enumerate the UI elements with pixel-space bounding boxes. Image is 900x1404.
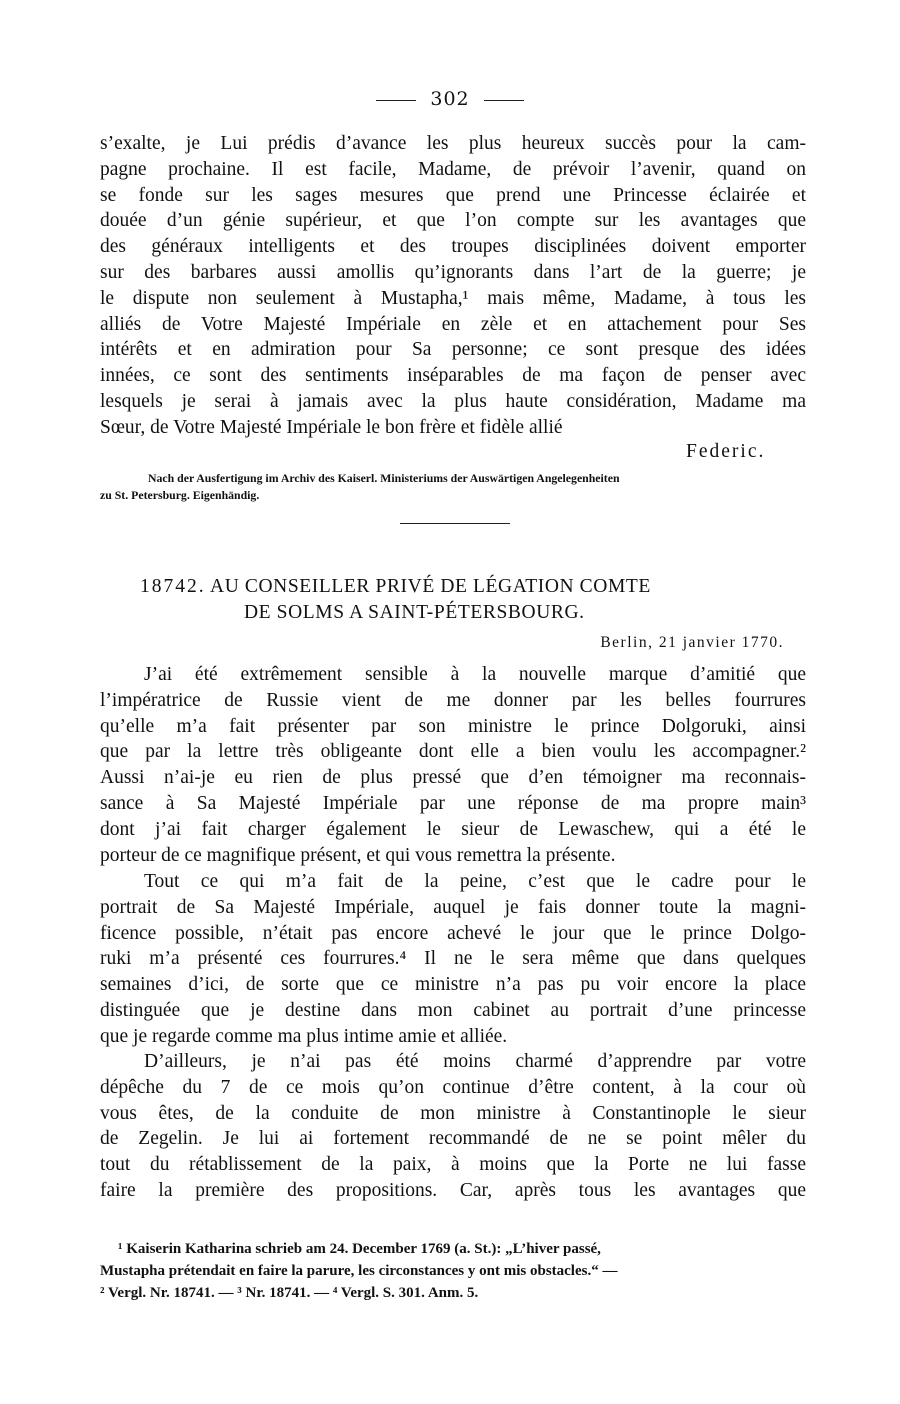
header-rule-right (484, 100, 524, 101)
letter2-paragraph-1 (100, 662, 806, 868)
footnote-line: Mustapha prétendait en faire la parure, les circonstances y ont mis obstacles.“ — (100, 1263, 618, 1279)
text-line: sur des barbares aussi amollis qu’ignorants dans l’art de la guerre; je (100, 261, 806, 283)
page-number-header (0, 88, 900, 110)
letter2-paragraph-3 (100, 1049, 806, 1204)
text-line: se fonde sur les sages mesures que prend une Princesse éclairée et (100, 184, 806, 206)
text-line: sance à Sa Majesté Impériale par une réponse de ma propre main³ (100, 792, 806, 814)
text-line: lesquels je serai à jamais avec la plus haute considération, Madame ma (100, 390, 806, 412)
signature: Federic. (686, 441, 766, 462)
text-line: des généraux intelligents et des troupes disciplinées doivent emporter (100, 236, 806, 258)
letter1-body (100, 131, 806, 441)
text-line: porteur de ce magnifique présent, et qui vous remettra la présente. (100, 844, 616, 866)
footnotes (100, 1238, 808, 1304)
text-line: l’impératrice de Russie vient de me donner par les belles fourrures (100, 689, 806, 711)
page-number: 302 (430, 88, 470, 110)
text-line: que je regarde comme ma plus intime amie et alliée. (100, 1025, 508, 1047)
text-line: ficence possible, n’était pas encore achevé le jour que le prince Dolgo- (100, 922, 806, 944)
section-divider (400, 523, 510, 524)
text-line: pagne prochaine. Il est facile, Madame, de prévoir l’avenir, quand on (100, 158, 806, 180)
text-line: vous êtes, de la conduite de mon ministre à Constantinople le sieur (100, 1102, 806, 1124)
letter2-heading-line2 (100, 602, 900, 624)
text-line: intérêts et en admiration pour Sa personne; ce sont presque des idées (100, 339, 806, 361)
text-line: faire la première des propositions. Car, après tous les avantages que (100, 1179, 806, 1201)
text-line: dépêche du 7 de ce mois qu’on continue d’être content, à la cour où (100, 1076, 806, 1098)
text-line: tout du rétablissement de la paix, à moins que la Porte ne lui fasse (100, 1154, 806, 1176)
letter-date: Berlin, 21 janvier 1770. (600, 634, 784, 651)
text-line: qu’elle m’a fait présenter par son ministre le prince Dolgoruki, ainsi (100, 715, 806, 737)
text-line: Sœur, de Votre Majesté Impériale le bon frère et fidèle allié (100, 416, 563, 438)
text-line: ruki m’a présenté ces fourrures.⁴ Il ne le sera même que dans quelques (100, 948, 806, 970)
header-rule-left (376, 100, 416, 101)
text-line: Tout ce qui m’a fait de la peine, c’est que le cadre pour le (144, 871, 806, 892)
text-line: s’exalte, je Lui prédis d’avance les plus heureux succès pour la cam- (100, 133, 806, 154)
text-line: J’ai été extrêmement sensible à la nouvelle marque d’amitié que (144, 664, 806, 685)
text-line: de Zegelin. Je lui ai fortement recommandé de ne se point mêler du (100, 1128, 806, 1150)
letter2-heading-line1 (100, 576, 846, 598)
letter-title: AU CONSEILLER PRIVÉ DE LÉGATION COMTE (210, 576, 651, 597)
text-line: douée d’un génie supérieur, et que l’on compte sur les avantages que (100, 210, 806, 232)
text-line: portrait de Sa Majesté Impériale, auquel je fais donner toute la magni- (100, 896, 806, 918)
footnote-line: ² Vergl. Nr. 18741. — ³ Nr. 18741. — ⁴ Vergl. S. 301. Anm. 5. (100, 1285, 479, 1301)
source-note (100, 470, 808, 504)
text-line: alliés de Votre Majesté Impériale en zèle et en attachement pour Ses (100, 313, 806, 335)
text-line: le dispute non seulement à Mustapha,¹ mais même, Madame, à tous les (100, 287, 806, 309)
source-note-line: Nach der Ausfertigung im Archiv des Kaiserl. Ministeriums der Auswärtigen Angelegenheiten (148, 471, 620, 485)
source-note-line: zu St. Petersburg. Eigenhändig. (100, 488, 260, 502)
footnote-line: ¹ Kaiserin Katharina schrieb am 24. December 1769 (a. St.): „L’hiver passé, (118, 1241, 601, 1257)
letter-number: 18742. (140, 576, 206, 597)
text-line: semaines d’ici, de sorte que ce ministre n’a pas pu voir encore la place (100, 974, 806, 996)
text-line: distinguée que je destine dans mon cabinet au portrait d’une princesse (100, 999, 806, 1021)
text-line: que par la lettre très obligeante dont elle a bien voulu les accompagner.² (100, 741, 806, 763)
letter2-paragraph-2 (100, 869, 806, 1050)
text-line: Aussi n’ai-je eu rien de plus pressé que d’en témoigner ma reconnais- (100, 767, 806, 789)
text-line: innées, ce sont des sentiments inséparables de ma façon de penser avec (100, 365, 806, 387)
text-line: dont j’ai fait charger également le sieur de Lewaschew, qui a été le (100, 818, 806, 840)
text-line: D’ailleurs, je n’ai pas été moins charmé d’apprendre par votre (144, 1051, 806, 1072)
letter-title-continued: DE SOLMS A SAINT-PÉTERSBOURG. (244, 602, 585, 623)
